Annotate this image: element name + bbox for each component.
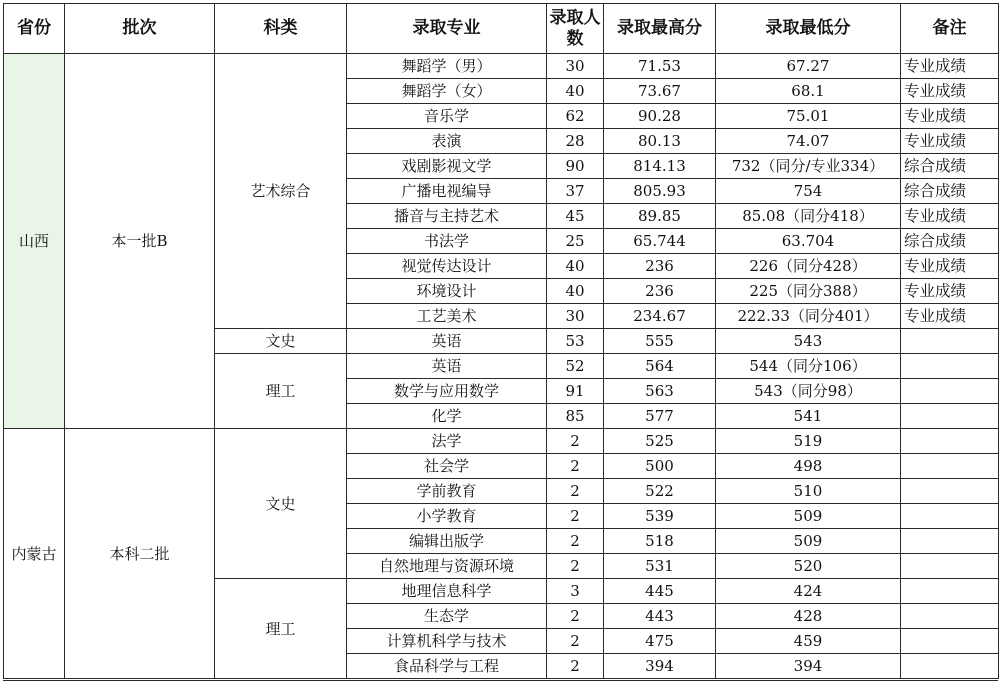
notes-cell[interactable]: 专业成绩	[901, 54, 999, 79]
max-score-cell[interactable]: 445	[604, 579, 716, 604]
notes-cell[interactable]: 综合成绩	[901, 229, 999, 254]
major-cell[interactable]: 编辑出版学	[347, 529, 547, 554]
major-cell[interactable]: 播音与主持艺术	[347, 204, 547, 229]
notes-cell[interactable]	[901, 379, 999, 404]
major-cell[interactable]: 书法学	[347, 229, 547, 254]
min-score-cell[interactable]: 510	[716, 479, 901, 504]
notes-cell[interactable]	[901, 454, 999, 479]
count-cell[interactable]: 52	[547, 354, 604, 379]
notes-cell[interactable]	[901, 629, 999, 654]
major-cell[interactable]: 舞蹈学（女）	[347, 79, 547, 104]
max-score-cell[interactable]: 73.67	[604, 79, 716, 104]
count-cell[interactable]: 2	[547, 529, 604, 554]
count-cell[interactable]: 2	[547, 504, 604, 529]
max-score-cell[interactable]: 518	[604, 529, 716, 554]
count-cell[interactable]: 40	[547, 79, 604, 104]
batch-cell[interactable]: 本科二批	[65, 429, 215, 679]
count-cell[interactable]: 25	[547, 229, 604, 254]
major-cell[interactable]: 化学	[347, 404, 547, 429]
min-score-cell[interactable]: 459	[716, 629, 901, 654]
min-score-cell[interactable]: 520	[716, 554, 901, 579]
province-cell[interactable]: 山西	[4, 54, 65, 429]
header-province[interactable]: 省份	[4, 4, 65, 54]
max-score-cell[interactable]: 577	[604, 404, 716, 429]
major-cell[interactable]: 社会学	[347, 454, 547, 479]
major-cell[interactable]: 戏剧影视文学	[347, 154, 547, 179]
count-cell[interactable]: 2	[547, 454, 604, 479]
count-cell[interactable]: 62	[547, 104, 604, 129]
notes-cell[interactable]	[901, 504, 999, 529]
max-score-cell[interactable]: 236	[604, 254, 716, 279]
max-score-cell[interactable]: 236	[604, 279, 716, 304]
header-major[interactable]: 录取专业	[347, 4, 547, 54]
max-score-cell[interactable]: 563	[604, 379, 716, 404]
min-score-cell[interactable]: 541	[716, 404, 901, 429]
notes-cell[interactable]: 专业成绩	[901, 279, 999, 304]
count-cell[interactable]: 30	[547, 304, 604, 329]
major-cell[interactable]: 表演	[347, 129, 547, 154]
category-cell[interactable]: 理工	[215, 354, 347, 429]
max-score-cell[interactable]: 90.28	[604, 104, 716, 129]
max-score-cell[interactable]: 805.93	[604, 179, 716, 204]
count-cell[interactable]: 30	[547, 54, 604, 79]
min-score-cell[interactable]: 543	[716, 329, 901, 354]
category-cell[interactable]: 理工	[215, 579, 347, 679]
notes-cell[interactable]	[901, 404, 999, 429]
major-cell[interactable]: 学前教育	[347, 479, 547, 504]
min-score-cell[interactable]: 732（同分/专业334）	[716, 154, 901, 179]
notes-cell[interactable]	[901, 429, 999, 454]
min-score-cell[interactable]: 63.704	[716, 229, 901, 254]
count-cell[interactable]: 2	[547, 479, 604, 504]
major-cell[interactable]: 地理信息科学	[347, 579, 547, 604]
min-score-cell[interactable]: 222.33（同分401）	[716, 304, 901, 329]
major-cell[interactable]: 自然地理与资源环境	[347, 554, 547, 579]
category-cell[interactable]: 文史	[215, 329, 347, 354]
max-score-cell[interactable]: 500	[604, 454, 716, 479]
notes-cell[interactable]	[901, 654, 999, 679]
notes-cell[interactable]	[901, 479, 999, 504]
max-score-cell[interactable]: 475	[604, 629, 716, 654]
count-cell[interactable]: 40	[547, 254, 604, 279]
count-cell[interactable]: 2	[547, 654, 604, 679]
count-cell[interactable]: 28	[547, 129, 604, 154]
notes-cell[interactable]: 专业成绩	[901, 104, 999, 129]
min-score-cell[interactable]: 498	[716, 454, 901, 479]
notes-cell[interactable]: 专业成绩	[901, 304, 999, 329]
min-score-cell[interactable]: 509	[716, 529, 901, 554]
max-score-cell[interactable]: 234.67	[604, 304, 716, 329]
notes-cell[interactable]: 综合成绩	[901, 154, 999, 179]
min-score-cell[interactable]: 428	[716, 604, 901, 629]
min-score-cell[interactable]: 226（同分428）	[716, 254, 901, 279]
notes-cell[interactable]	[901, 579, 999, 604]
major-cell[interactable]: 舞蹈学（男）	[347, 54, 547, 79]
count-cell[interactable]: 91	[547, 379, 604, 404]
admission-table	[3, 3, 999, 679]
max-score-cell[interactable]: 80.13	[604, 129, 716, 154]
major-cell[interactable]: 视觉传达设计	[347, 254, 547, 279]
major-cell[interactable]: 生态学	[347, 604, 547, 629]
min-score-cell[interactable]: 543（同分98）	[716, 379, 901, 404]
count-cell[interactable]: 40	[547, 279, 604, 304]
notes-cell[interactable]	[901, 604, 999, 629]
min-score-cell[interactable]: 68.1	[716, 79, 901, 104]
major-cell[interactable]: 数学与应用数学	[347, 379, 547, 404]
count-cell[interactable]: 2	[547, 429, 604, 454]
count-cell[interactable]: 37	[547, 179, 604, 204]
count-cell[interactable]: 2	[547, 554, 604, 579]
batch-cell[interactable]: 本一批B	[65, 54, 215, 429]
max-score-cell[interactable]: 539	[604, 504, 716, 529]
max-score-cell[interactable]: 65.744	[604, 229, 716, 254]
max-score-cell[interactable]: 71.53	[604, 54, 716, 79]
count-cell[interactable]: 90	[547, 154, 604, 179]
notes-cell[interactable]	[901, 554, 999, 579]
notes-cell[interactable]	[901, 329, 999, 354]
count-cell[interactable]: 2	[547, 629, 604, 654]
major-cell[interactable]: 食品科学与工程	[347, 654, 547, 679]
max-score-cell[interactable]: 522	[604, 479, 716, 504]
major-cell[interactable]: 环境设计	[347, 279, 547, 304]
min-score-cell[interactable]: 519	[716, 429, 901, 454]
province-cell[interactable]: 内蒙古	[4, 429, 65, 679]
min-score-cell[interactable]: 509	[716, 504, 901, 529]
min-score-cell[interactable]: 754	[716, 179, 901, 204]
major-cell[interactable]: 音乐学	[347, 104, 547, 129]
max-score-cell[interactable]: 89.85	[604, 204, 716, 229]
notes-cell[interactable]: 专业成绩	[901, 204, 999, 229]
notes-cell[interactable]	[901, 354, 999, 379]
max-score-cell[interactable]: 555	[604, 329, 716, 354]
count-cell[interactable]: 85	[547, 404, 604, 429]
header-batch[interactable]: 批次	[65, 4, 215, 54]
min-score-cell[interactable]: 67.27	[716, 54, 901, 79]
table-row	[4, 54, 999, 79]
category-cell[interactable]: 文史	[215, 429, 347, 579]
notes-cell[interactable]: 综合成绩	[901, 179, 999, 204]
header-notes[interactable]: 备注	[901, 4, 999, 54]
notes-cell[interactable]: 专业成绩	[901, 129, 999, 154]
min-score-cell[interactable]: 424	[716, 579, 901, 604]
max-score-cell[interactable]: 394	[604, 654, 716, 679]
max-score-cell[interactable]: 443	[604, 604, 716, 629]
header-count[interactable]: 录取人数	[547, 4, 604, 54]
count-cell[interactable]: 53	[547, 329, 604, 354]
table-body	[4, 54, 999, 679]
major-cell[interactable]: 广播电视编导	[347, 179, 547, 204]
max-score-cell[interactable]: 531	[604, 554, 716, 579]
header-category[interactable]: 科类	[215, 4, 347, 54]
min-score-cell[interactable]: 225（同分388）	[716, 279, 901, 304]
min-score-cell[interactable]: 75.01	[716, 104, 901, 129]
major-cell[interactable]: 法学	[347, 429, 547, 454]
notes-cell[interactable]	[901, 529, 999, 554]
min-score-cell[interactable]: 544（同分106）	[716, 354, 901, 379]
notes-cell[interactable]: 专业成绩	[901, 79, 999, 104]
min-score-cell[interactable]: 394	[716, 654, 901, 679]
header-min-score[interactable]: 录取最低分	[716, 4, 901, 54]
major-cell[interactable]: 工艺美术	[347, 304, 547, 329]
major-cell[interactable]: 计算机科学与技术	[347, 629, 547, 654]
max-score-cell[interactable]: 564	[604, 354, 716, 379]
min-score-cell[interactable]: 74.07	[716, 129, 901, 154]
max-score-cell[interactable]: 525	[604, 429, 716, 454]
category-cell[interactable]: 艺术综合	[215, 54, 347, 329]
header-row	[4, 4, 999, 54]
max-score-cell[interactable]: 814.13	[604, 154, 716, 179]
count-cell[interactable]: 45	[547, 204, 604, 229]
major-cell[interactable]: 小学教育	[347, 504, 547, 529]
notes-cell[interactable]: 专业成绩	[901, 254, 999, 279]
header-max-score[interactable]: 录取最高分	[604, 4, 716, 54]
count-cell[interactable]: 3	[547, 579, 604, 604]
major-cell[interactable]: 英语	[347, 354, 547, 379]
table-row	[4, 429, 999, 454]
min-score-cell[interactable]: 85.08（同分418）	[716, 204, 901, 229]
count-cell[interactable]: 2	[547, 604, 604, 629]
major-cell[interactable]: 英语	[347, 329, 547, 354]
